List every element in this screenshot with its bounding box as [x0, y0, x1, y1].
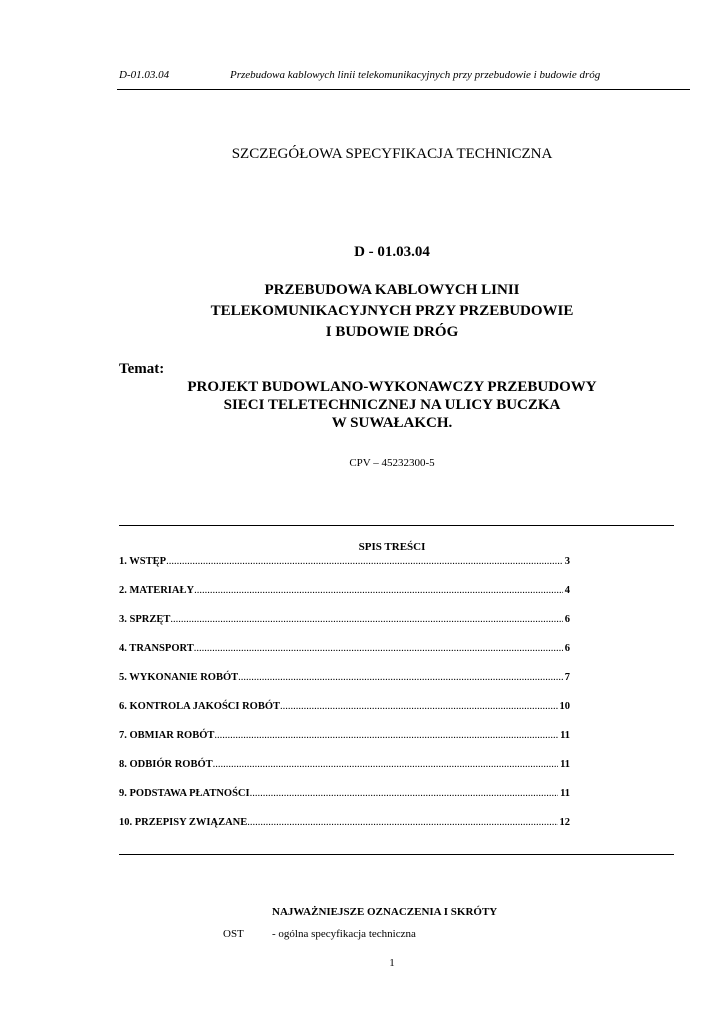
temat-line-1: PROJEKT BUDOWLANO-WYKONAWCZY PRZEBUDOWY — [187, 379, 597, 395]
toc-item-label: 8. ODBIÓR ROBÓT — [119, 759, 213, 770]
toc-item-page: 10 — [559, 701, 570, 712]
toc-leader-dots — [194, 643, 563, 654]
toc-item-page: 11 — [560, 730, 570, 741]
toc-item-page: 6 — [564, 614, 570, 625]
doc-code: D - 01.03.04 — [354, 244, 430, 260]
toc-item-page: 11 — [560, 788, 570, 799]
toc-item-label: 7. OBMIAR ROBÓT — [119, 730, 215, 741]
main-title-line-1: PRZEBUDOWA KABLOWYCH LINII — [264, 282, 520, 298]
toc-heading: SPIS TREŚCI — [358, 541, 426, 553]
main-title — [30, 280, 724, 343]
toc-item[interactable] — [119, 614, 570, 643]
toc-leader-dots — [250, 788, 558, 799]
spec-title: SZCZEGÓŁOWA SPECYFIKACJA TECHNICZNA — [231, 146, 553, 162]
toc-item-page: 11 — [560, 759, 570, 770]
abbreviation-value: - ogólna specyfikacja techniczna — [272, 928, 416, 940]
abbreviation-key: OST — [223, 928, 244, 940]
toc-item-label: 6. KONTROLA JAKOŚCI ROBÓT — [119, 701, 281, 712]
abbreviations-heading: NAJWAŻNIEJSZE OZNACZENIA I SKRÓTY — [272, 906, 498, 918]
toc-item-label: 3. SPRZĘT — [119, 614, 171, 625]
toc-item-label: 10. PRZEPISY ZWIĄZANE — [119, 817, 248, 828]
main-title-line-2: TELEKOMUNIKACYJNYCH PRZY PRZEBUDOWIE — [210, 303, 574, 319]
temat-text — [30, 378, 724, 432]
toc-leader-dots — [166, 556, 563, 567]
toc-item-label: 5. WYKONANIE ROBÓT — [119, 672, 239, 683]
cpv-code: CPV – 45232300-5 — [349, 457, 435, 469]
toc-item[interactable] — [119, 788, 570, 817]
header-doc-code: D-01.03.04 — [119, 69, 170, 81]
toc-leader-dots — [194, 585, 563, 596]
toc-top-divider — [119, 525, 674, 526]
toc-item-label: 9. PODSTAWA PŁATNOŚCI — [119, 788, 250, 799]
page-number: 1 — [389, 957, 395, 969]
toc-leader-dots — [280, 701, 557, 712]
main-title-line-3: I BUDOWIE DRÓG — [325, 324, 459, 340]
temat-line-3: W SUWAŁAKCH. — [331, 415, 453, 431]
toc-item-label: 1. WSTĘP — [119, 556, 167, 567]
toc-item-page: 4 — [564, 585, 570, 596]
toc-leader-dots — [238, 672, 563, 683]
toc-leader-dots — [247, 817, 557, 828]
toc-bottom-divider — [119, 854, 674, 855]
toc-item-page: 12 — [559, 817, 570, 828]
toc-item-page: 7 — [564, 672, 570, 683]
temat-line-2: SIECI TELETECHNICZNEJ NA ULICY BUCZKA — [223, 397, 561, 413]
toc-item[interactable] — [119, 585, 570, 614]
toc-item-label: 4. TRANSPORT — [119, 643, 194, 654]
toc-leader-dots — [214, 730, 558, 741]
toc-item-page: 3 — [564, 556, 570, 567]
toc-leader-dots — [213, 759, 558, 770]
table-of-contents — [119, 556, 570, 846]
toc-item[interactable] — [119, 817, 570, 846]
toc-item[interactable] — [119, 701, 570, 730]
toc-item[interactable] — [119, 643, 570, 672]
toc-item-label: 2. MATERIAŁY — [119, 585, 195, 596]
header-doc-title: Przebudowa kablowych linii telekomunikacyjnych przy przebudowie i budowie dróg — [230, 69, 601, 81]
toc-item[interactable] — [119, 759, 570, 788]
toc-item[interactable] — [119, 730, 570, 759]
toc-leader-dots — [170, 614, 562, 625]
toc-item[interactable] — [119, 672, 570, 701]
toc-item-page: 6 — [564, 643, 570, 654]
temat-label: Temat: — [119, 361, 165, 377]
header-divider — [117, 89, 690, 90]
toc-item[interactable] — [119, 556, 570, 585]
